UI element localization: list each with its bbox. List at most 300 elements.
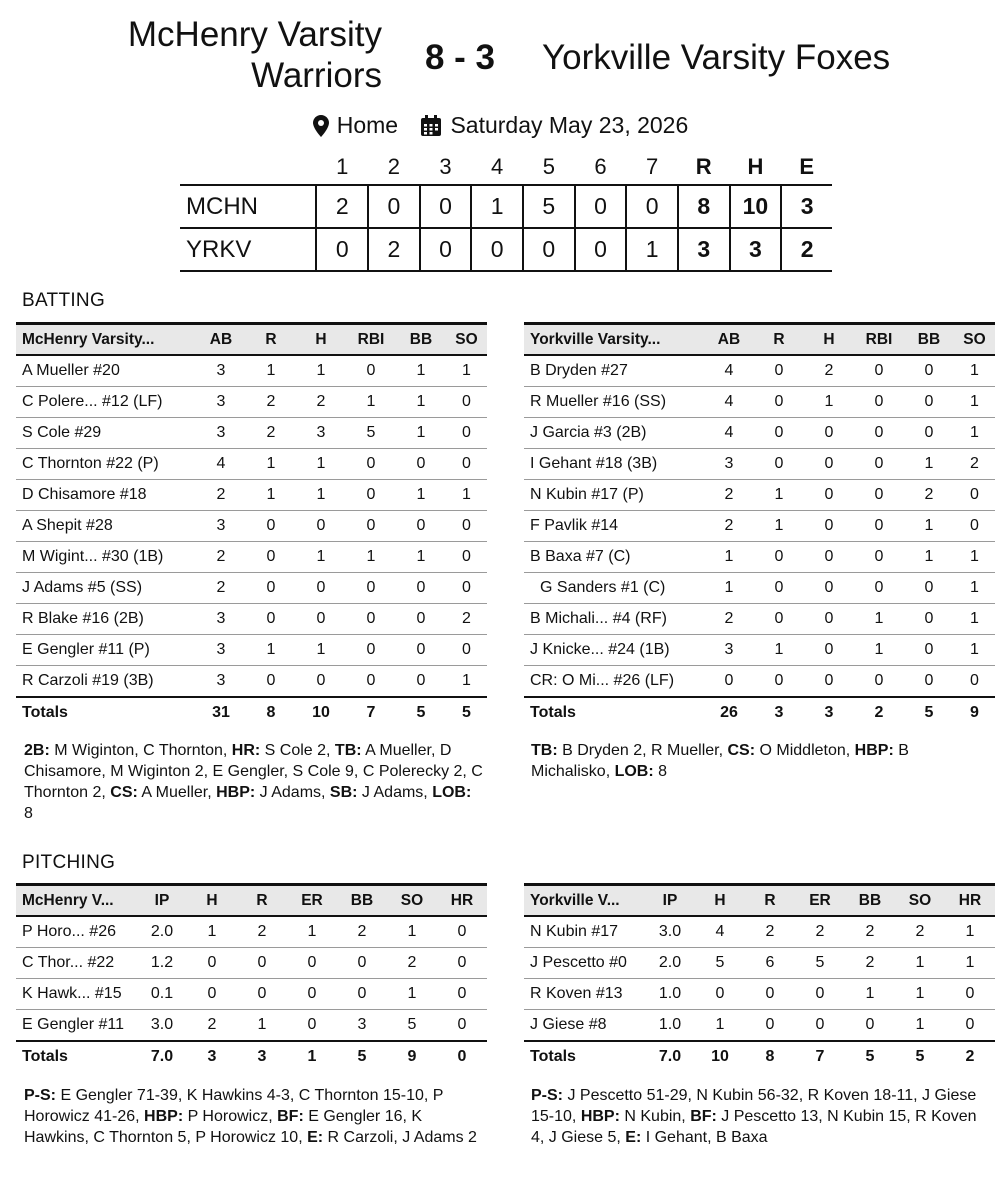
totals-value: 0 [437,1041,487,1072]
stat-value: 0 [704,666,754,698]
stat-value: 2 [704,480,754,511]
stat-value: 0 [904,355,954,387]
totals-value: 5 [337,1041,387,1072]
note-label: HBP: [216,784,256,801]
note-label: P-S: [531,1087,563,1104]
player-row [524,666,995,698]
batting-section-title: BATTING [22,290,106,311]
stat-column-header: R [256,891,268,909]
stat-column-header: H [823,330,835,348]
away-team-name: Yorkville Varsity Foxes [542,38,891,77]
stat-value: 1 [754,511,804,542]
note-text: J Pescetto 51-29, N Kubin 56-32, R Koven 18-11, J Giese 15-10, [531,1087,977,1125]
inning-score: 2 [316,185,368,228]
totals-value: 1 [287,1041,337,1072]
stat-value: 1 [287,916,337,948]
stat-value: 0 [437,948,487,979]
linescore-row [180,185,832,228]
stat-value: 0 [754,418,804,449]
player-row [524,635,995,666]
totals-value: 5 [396,697,446,728]
stat-value: 2 [246,387,296,418]
team-column-header: Yorkville Varsity... [530,330,661,348]
totals-value: 3 [754,697,804,728]
stat-value: 2 [337,916,387,948]
player-row [16,449,487,480]
stat-value: 0 [446,635,487,666]
stat-value: 0 [904,604,954,635]
stat-value: 0 [945,979,995,1010]
stat-column-header: R [773,330,785,348]
note-text: 8 [24,805,33,822]
stat-value: 1 [387,979,437,1010]
totals-label: Totals [16,1041,137,1072]
player-name: R Mueller #16 (SS) [524,387,704,418]
team-column-header: McHenry V... [22,891,114,909]
stat-value: 2 [904,480,954,511]
stat-value: 2 [745,916,795,948]
stat-value: 0 [346,511,396,542]
stat-value: 0 [296,511,346,542]
stat-column-header: RBI [865,330,893,348]
player-name: R Blake #16 (2B) [16,604,196,635]
note-label: P-S: [24,1087,56,1104]
stat-value: 1 [446,355,487,387]
stat-value: 1 [904,511,954,542]
player-name: E Gengler #11 [16,1010,137,1042]
player-row [524,418,995,449]
totals-value: 9 [954,697,995,728]
stat-value: 2 [804,355,854,387]
stat-value: 0 [446,542,487,573]
stat-value: 0 [804,542,854,573]
stat-value: 4 [695,916,745,948]
stat-value: 1 [296,355,346,387]
stat-value: 0 [954,480,995,511]
note-text: N Kubin, [619,1108,691,1125]
home-batting-table [16,322,487,728]
linescore-row [180,228,832,271]
player-name: J Pescetto #0 [524,948,645,979]
stat-value: 0 [804,635,854,666]
stat-value: 3 [196,666,246,698]
player-name: C Polere... #12 (LF) [16,387,196,418]
player-name: G Sanders #1 (C) [524,573,704,604]
note-label: E: [307,1129,324,1146]
stat-value: 2 [196,573,246,604]
note-label: TB: [531,742,558,759]
home-team-name [60,14,382,96]
stat-value: 0 [296,666,346,698]
stat-value: 0 [804,573,854,604]
stat-value: 4 [196,449,246,480]
player-row [524,979,995,1010]
player-row [524,573,995,604]
totals-value: 26 [704,697,754,728]
player-row [16,635,487,666]
player-row [524,387,995,418]
stat-value: 2 [795,916,845,948]
totals-row [524,1041,995,1072]
totals-value: 7.0 [645,1041,695,1072]
stat-value: 1 [854,604,904,635]
inning-score: 0 [471,228,523,271]
stat-value: 1 [296,449,346,480]
stat-column-header: SO [908,891,932,909]
stat-header-row [16,885,487,917]
stat-value: 2 [187,1010,237,1042]
stat-value: 0 [346,573,396,604]
stat-value: 0 [187,948,237,979]
stat-value: 3 [196,635,246,666]
stat-value: 0 [854,418,904,449]
totals-value: 3 [237,1041,287,1072]
linescore-header-row [180,150,832,185]
stat-value: 0 [396,449,446,480]
inning-header: 5 [542,154,555,179]
stat-value: 0 [396,635,446,666]
player-name: K Hawk... #15 [16,979,137,1010]
stat-value: 1 [954,355,995,387]
stat-value: 0 [795,979,845,1010]
stat-value: 5 [695,948,745,979]
player-name: A Mueller #20 [16,355,196,387]
player-name: N Kubin #17 (P) [524,480,704,511]
totals-row [16,1041,487,1072]
totals-value: 7.0 [137,1041,187,1072]
stat-value: 0 [854,573,904,604]
stat-value: 3 [337,1010,387,1042]
linescore-table [180,150,832,272]
stat-value: 0 [396,511,446,542]
stat-column-header: SO [400,891,424,909]
stat-value: 2 [704,511,754,542]
stat-value: 4 [704,355,754,387]
totals-value: 5 [895,1041,945,1072]
stat-value: 1 [396,355,446,387]
stat-value: 1 [246,635,296,666]
note-text: B Dryden 2, R Mueller, [557,742,728,759]
stat-value: 2 [237,916,287,948]
stat-column-header: HR [958,891,982,909]
home-pitching-table [16,883,487,1072]
stat-value: 1 [346,542,396,573]
stat-value: 0 [237,948,287,979]
stat-column-header: ER [809,891,831,909]
stat-value: 5 [346,418,396,449]
stat-value: 0 [446,418,487,449]
inning-score: 5 [523,185,575,228]
stat-value: 0 [754,355,804,387]
player-row [16,948,487,979]
note-label: BF: [690,1108,717,1125]
date-label: Saturday May 23, 2026 [450,112,689,138]
stat-value: 1 [945,948,995,979]
stat-value: 1 [396,542,446,573]
home-team-line1: McHenry Varsity [127,15,382,54]
stat-value: 0 [954,511,995,542]
stat-column-header: H [206,891,218,909]
stat-value: 1 [895,1010,945,1042]
stat-header-row [524,885,995,917]
game-header [0,0,1001,110]
note-label: E: [625,1129,642,1146]
stat-value: 0 [854,355,904,387]
stat-value: 1 [904,449,954,480]
team-column-header: McHenry Varsity... [22,330,155,348]
inning-score: 0 [368,185,420,228]
stat-value: 0 [446,387,487,418]
errors-total: 2 [800,236,814,262]
player-name: A Shepit #28 [16,511,196,542]
stat-value: 1 [754,480,804,511]
stat-value: 1 [954,635,995,666]
player-row [16,604,487,635]
note-text: E Gengler 71-39, K Hawkins 4-3, C Thornton 15-10, P Horowicz 41-26, [24,1087,444,1125]
totals-value: 31 [196,697,246,728]
player-row [524,1010,995,1042]
stat-value: 0 [854,511,904,542]
stat-value: 1 [954,542,995,573]
inning-header: 4 [491,154,504,179]
stat-column-header: HR [450,891,474,909]
stat-value: 0 [346,355,396,387]
stat-value: 3 [704,449,754,480]
player-row [524,604,995,635]
stat-value: 0 [804,666,854,698]
note-text: O Middleton, [755,742,855,759]
player-row [16,387,487,418]
note-text: E Gengler 16, K Hawkins, C Thornton 5, P Horowicz 10, [24,1108,423,1146]
player-row [16,355,487,387]
stat-value: 0 [804,604,854,635]
stat-value: 5 [387,1010,437,1042]
player-name: I Gehant #18 (3B) [524,449,704,480]
totals-value: 7 [346,697,396,728]
totals-value: 5 [845,1041,895,1072]
stat-value: 0 [346,666,396,698]
inning-score: 1 [626,228,678,271]
stat-value: 0 [745,1010,795,1042]
errors-total: 3 [800,193,814,219]
totals-row [16,697,487,728]
player-name: CR: O Mi... #26 (LF) [524,666,704,698]
stat-value: 0 [287,948,337,979]
totals-value: 8 [745,1041,795,1072]
stat-value: 1 [704,573,754,604]
stat-value: 1 [945,916,995,948]
stat-value: 1 [446,480,487,511]
stat-column-header: RBI [357,330,385,348]
player-row [524,916,995,948]
note-text: I Gehant, B Baxa [641,1129,768,1146]
stat-value: 3.0 [645,916,695,948]
stat-value: 1 [954,418,995,449]
player-row [16,979,487,1010]
stat-value: 0 [804,449,854,480]
stat-value: 2 [246,418,296,449]
stat-value: 1 [296,542,346,573]
player-row [16,480,487,511]
stat-value: 1 [895,948,945,979]
player-row [524,480,995,511]
stat-value: 3 [296,418,346,449]
stat-value: 2 [387,948,437,979]
stat-value: 1 [396,418,446,449]
player-name: J Giese #8 [524,1010,645,1042]
note-text: A Mueller, D Chisamore, M Wiginton 2, E Gengler, S Cole 9, C Polerecky 2, C Thornton 2, [24,742,483,801]
stat-column-header: AB [209,330,233,348]
note-text: B Michalisko, [531,742,909,780]
note-text: A Mueller, [137,784,217,801]
stat-value: 1 [804,387,854,418]
stat-value: 0 [396,666,446,698]
note-text: J Adams, [255,784,330,801]
player-row [524,542,995,573]
stat-value: 0 [804,418,854,449]
note-text: 8 [653,763,668,780]
stat-value: 1.2 [137,948,187,979]
stat-value: 0 [437,979,487,1010]
stat-value: 0 [754,449,804,480]
stat-value: 1 [704,542,754,573]
player-row [16,573,487,604]
stat-column-header: R [764,891,776,909]
stat-value: 3 [196,355,246,387]
stat-column-header: BB [350,891,374,909]
stat-value: 2 [296,387,346,418]
note-label: TB: [334,742,362,759]
stat-value: 1.0 [645,1010,695,1042]
stat-value: 0 [854,387,904,418]
inning-score: 0 [420,228,472,271]
game-meta [0,112,1001,143]
player-name: J Garcia #3 (2B) [524,418,704,449]
stat-value: 0 [954,666,995,698]
stat-value: 1 [895,979,945,1010]
totals-label: Totals [524,697,704,728]
stat-column-header: IP [154,891,170,909]
stat-value: 5 [795,948,845,979]
stat-value: 0 [854,449,904,480]
stat-value: 0 [246,511,296,542]
player-name: N Kubin #17 [524,916,645,948]
player-name: B Michali... #4 (RF) [524,604,704,635]
stat-value: 0 [904,573,954,604]
stat-value: 2.0 [137,916,187,948]
inning-header: 1 [336,154,349,179]
stat-value: 0 [396,573,446,604]
location [313,112,398,139]
totals-value: 5 [904,697,954,728]
runs-total: 3 [678,228,730,271]
stat-value: 2 [895,916,945,948]
linescore-corner [180,150,316,185]
stat-value: 1 [446,666,487,698]
stat-value: 0 [346,449,396,480]
stat-value: 2 [196,480,246,511]
runs-total: 8 [678,185,730,228]
final-score: 8 - 3 [424,38,496,77]
stat-value: 0 [396,604,446,635]
player-name: F Pavlik #14 [524,511,704,542]
inning-header: 2 [387,154,401,179]
note-text: M Wiginton, C Thornton, [49,742,232,759]
stat-value: 1 [754,635,804,666]
stat-value: 0 [904,387,954,418]
home-team-line2: Warriors [251,56,382,95]
stat-value: 0 [346,604,396,635]
stat-value: 3.0 [137,1010,187,1042]
player-row [16,666,487,698]
stat-value: 0 [337,979,387,1010]
stat-value: 0 [287,979,337,1010]
stat-value: 2 [704,604,754,635]
stat-value: 1 [246,355,296,387]
inning-score: 1 [471,185,523,228]
stat-value: 0 [246,542,296,573]
note-label: HBP: [854,742,894,759]
player-name: J Adams #5 (SS) [16,573,196,604]
stat-value: 0 [346,635,396,666]
stat-value: 0 [745,979,795,1010]
stat-value: 0.1 [137,979,187,1010]
note-label: BF: [277,1108,304,1125]
totals-value: 10 [296,697,346,728]
player-row [16,511,487,542]
stat-value: 1 [387,916,437,948]
errors-header: E [799,154,814,179]
pitching-section-title: PITCHING [22,852,116,873]
stat-value: 3 [196,418,246,449]
calendar-icon [420,115,442,137]
player-row [524,355,995,387]
stat-value: 2 [845,948,895,979]
player-row [16,916,487,948]
stat-value: 3 [196,387,246,418]
stat-value: 0 [446,511,487,542]
note-label: CS: [727,742,756,759]
inning-score: 2 [368,228,420,271]
stat-value: 0 [246,573,296,604]
stat-value: 1 [296,480,346,511]
note-label: LOB: [432,784,472,801]
totals-value: 3 [187,1041,237,1072]
hits-total: 10 [730,185,782,228]
stat-value: 0 [854,480,904,511]
stat-value: 1 [904,542,954,573]
stat-value: 1 [954,387,995,418]
stat-value: 1 [246,480,296,511]
game-date [420,112,688,139]
player-name: J Knicke... #24 (1B) [524,635,704,666]
stat-value: 0 [296,604,346,635]
player-name: E Gengler #11 (P) [16,635,196,666]
note-text: J Adams, [357,784,433,801]
linescore-team: YRKV [180,228,316,271]
player-name: R Koven #13 [524,979,645,1010]
stat-column-header: R [265,330,277,348]
stat-value: 0 [754,666,804,698]
stat-value: 0 [437,1010,487,1042]
away-batting-notes [531,740,976,782]
stat-value: 0 [246,666,296,698]
stat-value: 0 [945,1010,995,1042]
player-name: P Horo... #26 [16,916,137,948]
player-name: S Cole #29 [16,418,196,449]
stat-value: 2 [446,604,487,635]
hits-total: 3 [730,228,782,271]
